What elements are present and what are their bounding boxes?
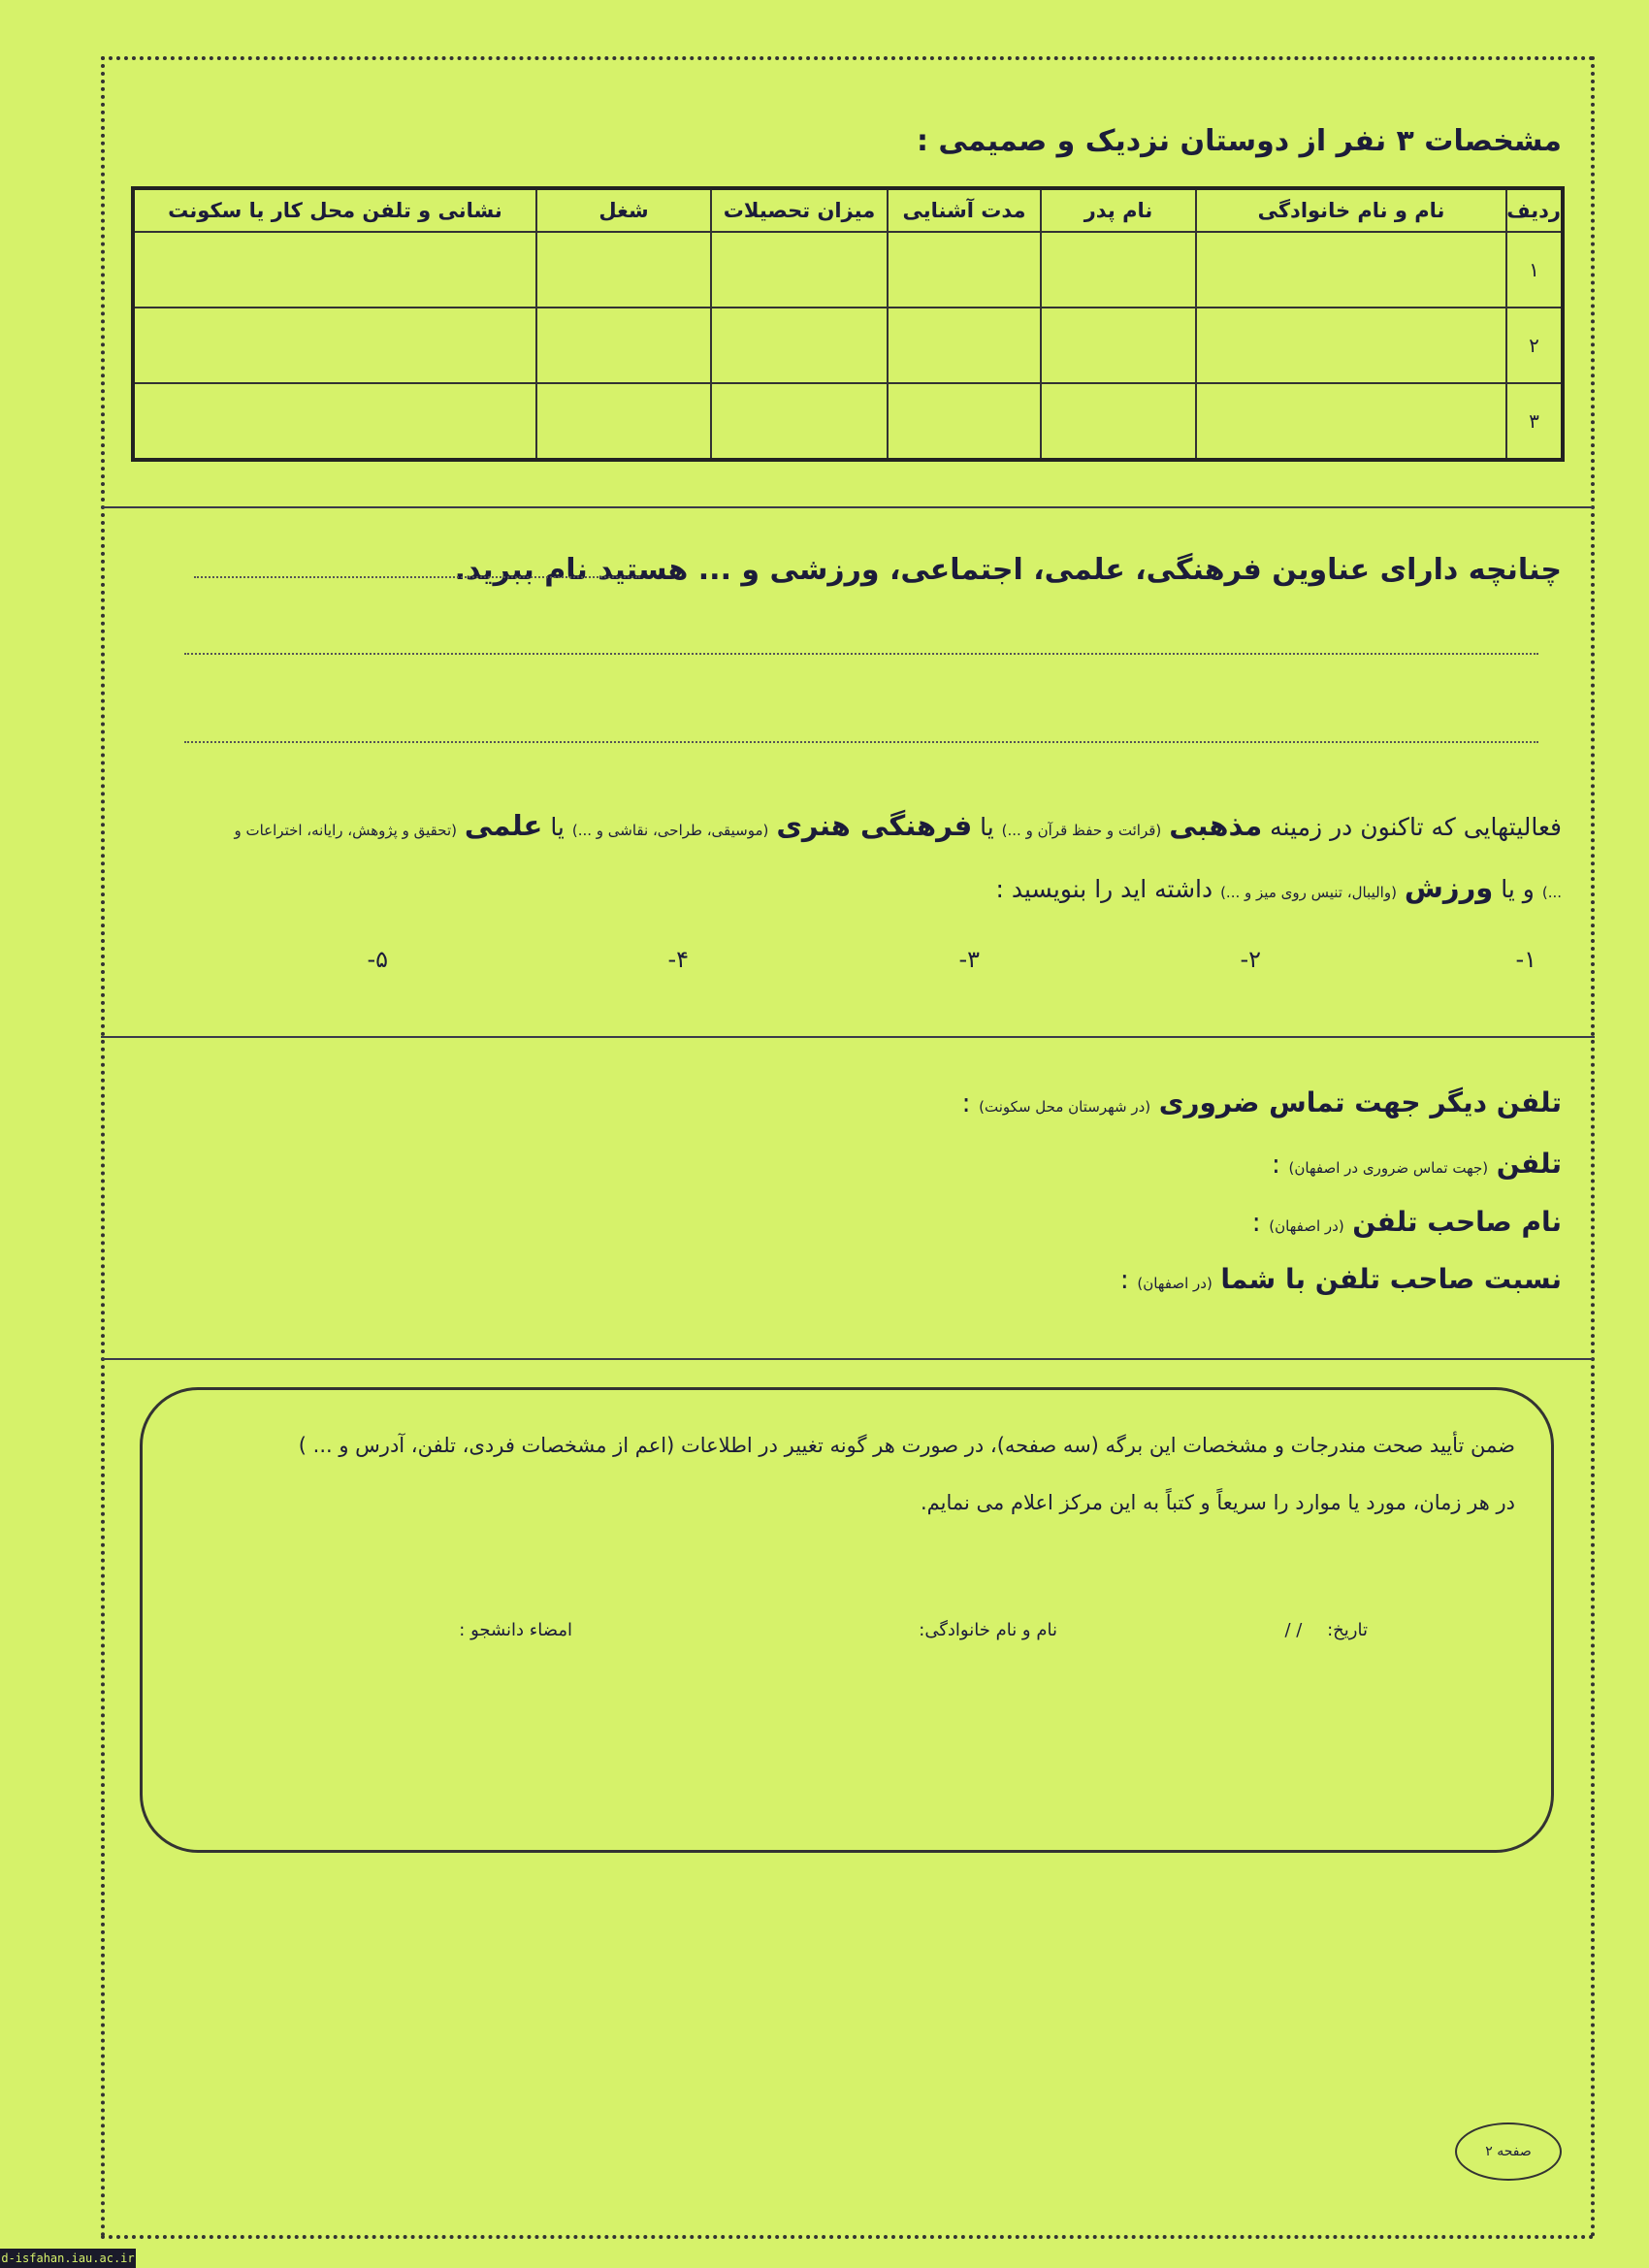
- row-number: ۱: [1506, 232, 1563, 308]
- or-text: یا: [550, 813, 565, 841]
- section-divider: [101, 506, 1595, 508]
- job-cell[interactable]: [536, 232, 711, 308]
- other-phone-note: (در شهرستان محل سکونت): [979, 1098, 1151, 1116]
- owner-label: نام صاحب تلفن: [1352, 1206, 1562, 1238]
- religious-label: مذهبی: [1169, 809, 1263, 842]
- section-divider: [101, 1358, 1595, 1360]
- activity-number-5: ۵-: [367, 946, 388, 973]
- row-number: ۲: [1506, 308, 1563, 383]
- column-header-father-name: نام پدر: [1041, 188, 1196, 232]
- cultural-label: فرهنگی هنری: [776, 809, 973, 842]
- name-label: نام و نام خانوادگی:: [919, 1620, 1057, 1640]
- column-header-address: نشانی و تلفن محل کار یا سکونت: [133, 188, 536, 232]
- footer-logo: [0, 2249, 136, 2268]
- table-row: [133, 383, 1563, 460]
- father-name-cell[interactable]: [1041, 308, 1196, 383]
- signature-label: امضاء دانشجو :: [459, 1620, 572, 1640]
- activity-number-1: ۱-: [1515, 946, 1536, 973]
- page-number: صفحه ۲: [1485, 2144, 1532, 2159]
- column-header-job: شغل: [536, 188, 711, 232]
- column-header-education: میزان تحصیلات: [711, 188, 888, 232]
- sport-label: ورزش: [1404, 871, 1494, 904]
- declaration-line-2: در هر زمان، مورد یا موارد را سریعاً و کتباً به این مرکز اعلام می نمایم.: [921, 1491, 1515, 1514]
- cultural-note: (موسیقی، طراحی، نقاشی و ...): [571, 822, 769, 839]
- other-phone-label: تلفن دیگر جهت تماس ضروری: [1158, 1086, 1562, 1118]
- acquaintance-cell[interactable]: [888, 232, 1041, 308]
- relation-row: نسبت صاحب تلفن با شما (در اصفهان) :: [1119, 1263, 1562, 1295]
- address-cell[interactable]: [133, 383, 536, 460]
- or-text: یا: [980, 813, 994, 841]
- education-cell[interactable]: [711, 383, 888, 460]
- activities-tail: داشته اید را بنویسید :: [995, 875, 1213, 903]
- full-name-cell[interactable]: [1196, 383, 1506, 460]
- column-header-acquaintance: مدت آشنایی: [888, 188, 1041, 232]
- relation-note: (در اصفهان): [1137, 1275, 1212, 1292]
- column-header-row-no: ردیف: [1506, 188, 1563, 232]
- education-cell[interactable]: [711, 308, 888, 383]
- owner-note: (در اصفهان): [1269, 1217, 1344, 1235]
- father-name-cell[interactable]: [1041, 232, 1196, 308]
- activity-number-2: ۲-: [1240, 946, 1261, 973]
- date-slashes: / /: [1284, 1620, 1303, 1640]
- address-cell[interactable]: [133, 232, 536, 308]
- footer-logo-text: d-isfahan.iau.ac.ir: [1, 2252, 135, 2265]
- titles-question: چنانچه دارای عناوین فرهنگی، علمی، اجتماعی، ورزشی و ... هستید نام ببرید.: [454, 553, 1562, 587]
- activities-line-1: [68, 809, 1562, 842]
- full-name-cell[interactable]: [1196, 232, 1506, 308]
- owner-row: نام صاحب تلفن (در اصفهان) :: [1251, 1206, 1562, 1238]
- activities-lead: فعالیتهایی که تاکنون در زمینه: [1270, 813, 1562, 841]
- page-number-badge: [1455, 2122, 1562, 2181]
- date-field: [1285, 1620, 1368, 1640]
- column-header-full-name: نام و نام خانوادگی: [1196, 188, 1506, 232]
- section-divider: [101, 1036, 1595, 1038]
- acquaintance-cell[interactable]: [888, 308, 1041, 383]
- full-name-cell[interactable]: [1196, 308, 1506, 383]
- answer-line[interactable]: [184, 653, 1538, 655]
- job-cell[interactable]: [536, 383, 711, 460]
- phone-row: تلفن (جهت تماس ضروری در اصفهان) :: [1271, 1148, 1562, 1180]
- table-row: [133, 308, 1563, 383]
- friends-table-header: [133, 188, 1563, 232]
- answer-line[interactable]: [184, 741, 1538, 743]
- education-cell[interactable]: [711, 232, 888, 308]
- sport-note: (والیبال، تنیس روی میز و ...): [1220, 884, 1397, 901]
- friends-section-title: مشخصات ۳ نفر از دوستان نزدیک و صمیمی :: [916, 124, 1562, 158]
- job-cell[interactable]: [536, 308, 711, 383]
- friends-table: [131, 186, 1565, 462]
- declaration-line-1: ضمن تأیید صحت مندرجات و مشخصات این برگه (سه صفحه)، در صورت هر گونه تغییر در اطلاعات (اعم از مشخصات فردی، تلفن، آدرس و ... ): [298, 1434, 1515, 1457]
- scientific-note: (تحقیق و پژوهش، رایانه، اختراعات و: [234, 822, 457, 839]
- address-cell[interactable]: [133, 308, 536, 383]
- religious-note: (قرائت و حفظ قرآن و ...): [1001, 822, 1162, 839]
- row-number: ۳: [1506, 383, 1563, 460]
- phone-label: تلفن: [1496, 1148, 1562, 1180]
- date-label: تاریخ:: [1327, 1620, 1368, 1640]
- activities-line-2: [996, 871, 1562, 904]
- answer-line[interactable]: [194, 576, 640, 578]
- activity-number-4: ۴-: [667, 946, 689, 973]
- scientific-label: علمی: [464, 809, 543, 842]
- activity-number-3: ۳-: [958, 946, 980, 973]
- acquaintance-cell[interactable]: [888, 383, 1041, 460]
- father-name-cell[interactable]: [1041, 383, 1196, 460]
- and-or-text: و یا: [1501, 875, 1535, 903]
- phone-note: (جهت تماس ضروری در اصفهان): [1288, 1159, 1489, 1177]
- table-row: [133, 232, 1563, 308]
- relation-label: نسبت صاحب تلفن با شما: [1220, 1263, 1562, 1295]
- scientific-note-end: ...): [1541, 884, 1562, 901]
- other-phone-row: تلفن دیگر جهت تماس ضروری (در شهرستان محل سکونت) :: [961, 1086, 1562, 1118]
